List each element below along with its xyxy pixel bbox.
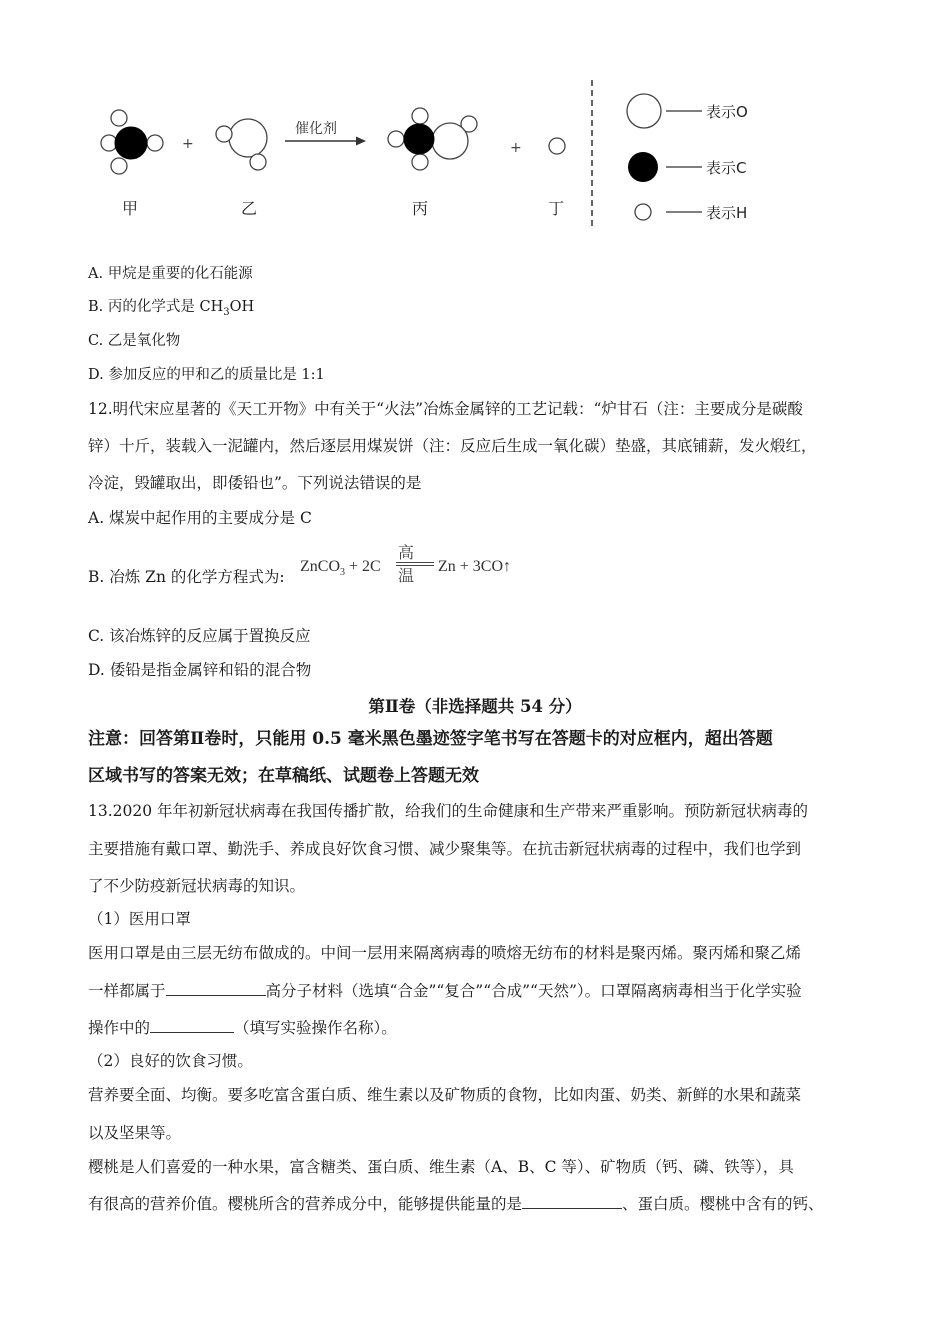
q11-option-a: A. 甲烷是重要的化石能源 <box>88 266 253 282</box>
q13-part2-line2: 以及坚果等。 <box>88 1124 182 1142</box>
q13-part1-line1: 医用口罩是由三层无纺布做成的。中间一层用来隔离病毒的喷熔无纺布的材料是聚丙烯。聚丙烯和聚乙烯 <box>88 944 802 962</box>
q12-stem-line1: 12.明代宋应星著的《天工开物》中有关于“火法”冶炼金属锌的工艺记载：“炉甘石（注：主要成分是碳酸 <box>88 400 803 418</box>
q11-option-b: B. 丙的化学式是 $CH_3OH$ <box>88 299 255 318</box>
q11-option-d: D. 参加反应的甲和乙的质量比是 1:1 <box>88 367 325 383</box>
answer-blank-energy[interactable] <box>522 1194 622 1209</box>
q13-part1-line2: 一样都属于 高分子材料（选填“合金”“复合”“合成”“天然”）。口罩隔离病毒相当于化学实验 <box>88 982 802 1000</box>
q12-stem-line2: 锌）十斤，装载入一泥罐内，然后逐层用煤炭饼（注：反应后生成一氧化碳）垫盛，其底铺薪，发火煅红， <box>88 437 817 455</box>
molecule-yi <box>216 119 267 170</box>
molecule-bing <box>388 108 477 170</box>
q13-part2-title: （2）良好的饮食习惯。 <box>88 1052 253 1070</box>
catalyst-label: 催化剂 <box>295 121 337 137</box>
plus-sign: + <box>510 140 522 156</box>
equation-condition: 高温 <box>398 543 415 585</box>
molecule-ding <box>549 138 565 154</box>
section-note-line2: 区域书写的答案无效；在草稿纸、试题卷上答题无效 <box>88 766 479 786</box>
label-yi: 乙 <box>241 199 258 218</box>
q12-stem-line3: 冷淀，毁罐取出，即倭铅也”。下列说法错误的是 <box>88 474 422 492</box>
section-heading: 第Ⅱ卷（非选择题共 54 分） <box>368 697 582 716</box>
reaction-diagram <box>0 0 950 240</box>
q13-stem-line1: 13.2020 年年初新冠状病毒在我国传播扩散，给我们的生命健康和生产带来严重影响。预防新冠状病毒的 <box>88 802 809 820</box>
q13-part2-line3: 樱桃是人们喜爱的一种水果，富含糖类、蛋白质、维生素（A、B、C 等）、矿物质（钙、磷、铁等），具 <box>88 1158 794 1176</box>
legend-carbon: 表示C <box>706 159 747 177</box>
legend-hydrogen: 表示H <box>706 204 748 222</box>
q13-part2-line4: 有很高的营养价值。樱桃所含的营养成分中，能够提供能量的是 、蛋白质。樱桃中含有的钙、 <box>88 1195 824 1213</box>
legend-oxygen: 表示O <box>706 103 748 121</box>
section-note-line1: 注意：回答第Ⅱ卷时，只能用 0.5 毫米黑色墨迹签字笔书写在答题卡的对应框内，超出答题 <box>88 729 773 749</box>
reaction-arrow <box>285 120 366 146</box>
label-jia: 甲 <box>122 199 139 218</box>
label-bing: 丙 <box>412 199 429 218</box>
q12-option-d: D. 倭铅是指金属锌和铅的混合物 <box>88 661 312 679</box>
q13-stem-line3: 了不少防疫新冠状病毒的知识。 <box>88 877 306 895</box>
q13-part2-line1: 营养要全面、均衡。要多吃富含蛋白质、维生素以及矿物质的食物，比如肉蛋、奶类、新鲜的水果和蔬菜 <box>88 1086 802 1104</box>
q12-option-c: C. 该冶炼锌的反应属于置换反应 <box>88 627 311 645</box>
q13-part1-line3: 操作中的 （填写实验操作名称）。 <box>88 1019 397 1037</box>
answer-blank-operation[interactable] <box>150 1018 234 1033</box>
label-ding: 丁 <box>548 199 565 218</box>
molecule-jia <box>101 110 163 174</box>
answer-blank-material[interactable] <box>166 981 266 996</box>
plus-sign: + <box>182 136 194 152</box>
q12-option-a: A. 煤炭中起作用的主要成分是 C <box>88 509 312 527</box>
q13-stem-line2: 主要措施有戴口罩、勤洗手、养成良好饮食习惯、减少聚集等。在抗击新冠状病毒的过程中，我们也学到 <box>88 840 802 858</box>
q13-part1-title: （1）医用口罩 <box>88 910 191 928</box>
q12-option-b: B. 冶炼 Zn 的化学方程式为: <box>88 568 285 586</box>
q11-option-c: C. 乙是氧化物 <box>88 333 181 349</box>
legend <box>627 94 748 222</box>
